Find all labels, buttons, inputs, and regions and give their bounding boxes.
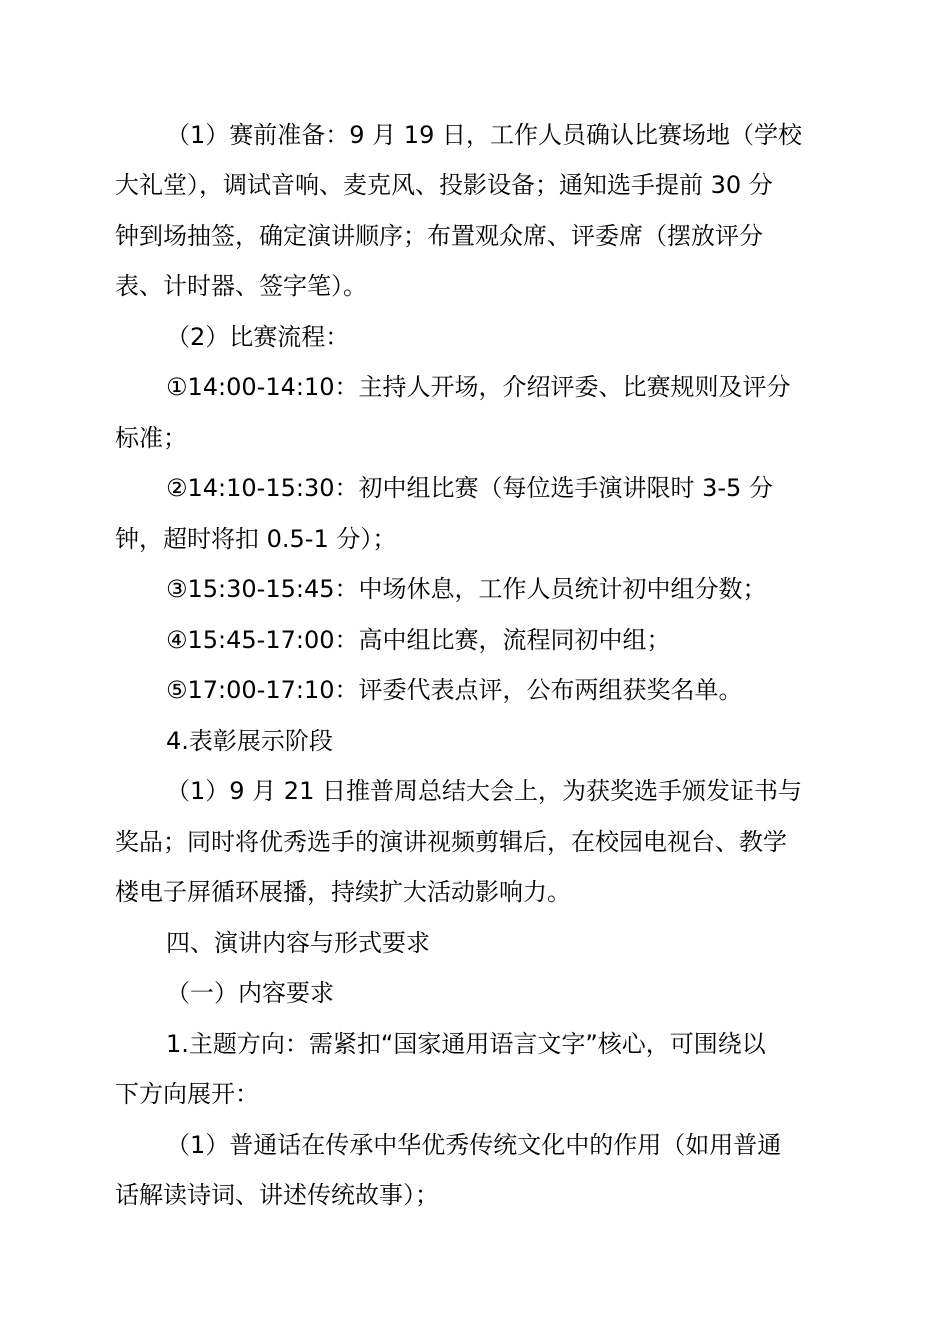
text-line: ⑤17:00-17:10：评委代表点评，公布两组获奖名单。 xyxy=(166,676,743,704)
text-line: （1）赛前准备：9 月 19 日，工作人员确认比赛场地（学校 xyxy=(166,121,802,149)
text-line: （1）9 月 21 日推普周总结大会上，为获奖选手颁发证书与 xyxy=(166,777,802,805)
text-line: ③15:30-15:45：中场休息，工作人员统计初中组分数； xyxy=(166,575,767,603)
text-line: 钟到场抽签，确定演讲顺序；布置观众席、评委席（摆放评分 xyxy=(115,222,763,250)
section-heading: （2）比赛流程： xyxy=(166,323,350,351)
text-line: 标准； xyxy=(115,424,187,452)
section-heading: 四、演讲内容与形式要求 xyxy=(166,929,430,957)
text-line: 大礼堂），调试音响、麦克风、投影设备；通知选手提前 30 分 xyxy=(115,171,773,199)
text-line: 话解读诗词、讲述传统故事）； xyxy=(115,1181,439,1209)
text-line: 钟，超时将扣 0.5-1 分）； xyxy=(115,525,397,553)
text-line: 表、计时器、签字笔）。 xyxy=(115,272,367,300)
text-line: 奖品；同时将优秀选手的演讲视频剪辑后，在校园电视台、教学 xyxy=(115,828,787,856)
text-line: （1）普通话在传承中华优秀传统文化中的作用（如用普通 xyxy=(166,1131,782,1159)
text-line: 1.主题方向：需紧扣“国家通用语言文字”核心，可围绕以 xyxy=(166,1030,766,1058)
section-heading: 4.表彰展示阶段 xyxy=(166,727,333,755)
text-line: ②14:10-15:30：初中组比赛（每位选手演讲限时 3-5 分 xyxy=(166,474,773,502)
text-line: ①14:00-14:10：主持人开场，介绍评委、比赛规则及评分 xyxy=(166,373,791,401)
section-heading: （一）内容要求 xyxy=(166,979,334,1007)
text-line: ④15:45-17:00：高中组比赛，流程同初中组； xyxy=(166,626,671,654)
text-line: 楼电子屏循环展播，持续扩大活动影响力。 xyxy=(115,878,571,906)
text-line: 下方向展开： xyxy=(115,1080,259,1108)
